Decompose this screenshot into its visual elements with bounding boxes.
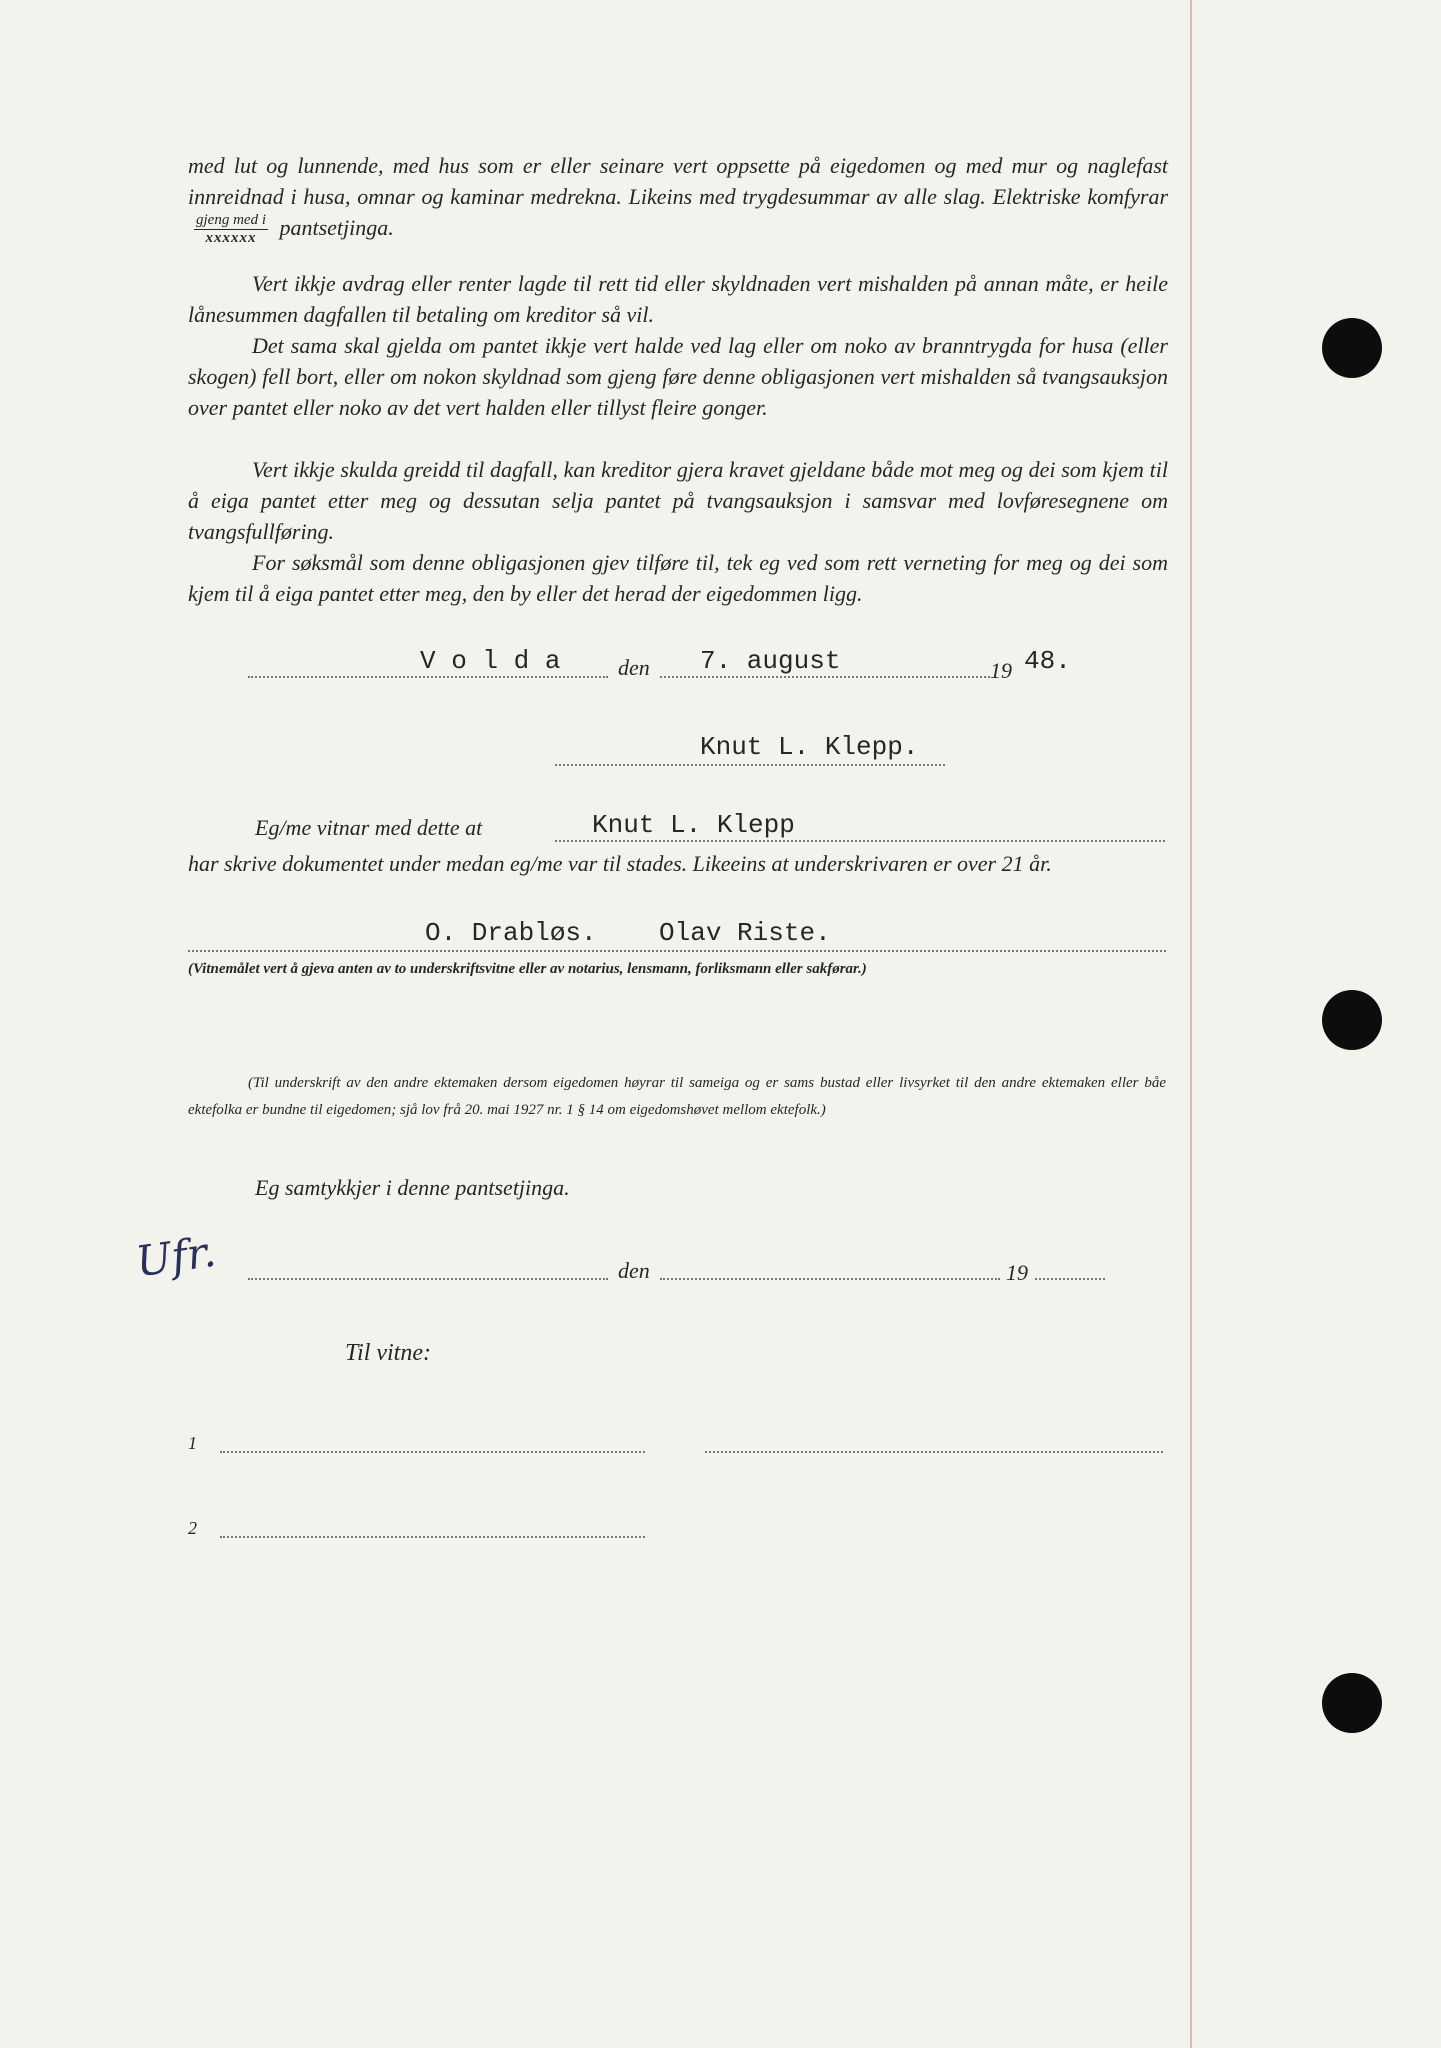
spouse-note: (Til underskrift av den andre ektemaken dersom eigedomen høyrar til sameiga og er sams bustad eller livsyrket til den andre ektemaken eller båe ektefolka er bundne til eigedomen; sjå lov frå 20. mai 1927 nr. 1 § 14 om eigedomshøvet mellom ektefolk.) <box>188 1075 1166 1118</box>
witness-row-1-line-b <box>705 1451 1163 1453</box>
consent-date-dotted-line <box>660 1278 1000 1280</box>
place-value: V o l d a <box>420 646 561 676</box>
paragraph-5 <box>188 547 1168 609</box>
debtor-signature: Knut L. Klepp. <box>700 732 919 762</box>
consent-den-label: den <box>618 1258 650 1283</box>
red-margin-rule <box>1190 0 1192 2048</box>
punch-hole <box>1322 318 1382 378</box>
witness-label: Eg/me vitnar med dette at <box>255 815 483 840</box>
til-vitne-label: Til vitne: <box>345 1340 431 1366</box>
witness-note: (Vitnemålet vert å gjeva anten av to underskriftsvitne eller av notarius, lensmann, forliksmann eller sakførar.) <box>188 961 867 977</box>
consent-text: Eg samtykkjer i denne pantsetjinga. <box>255 1175 570 1200</box>
paragraph-1-end: pantsetjinga. <box>279 215 394 240</box>
signature-dotted-line <box>555 764 945 766</box>
paragraph-4 <box>188 454 1168 547</box>
paragraph-5-text: For søksmål som denne obligasjonen gjev tilføre til, tek eg ved som rett verneting for meg og dei som kjem til å eiga pantet etter meg, den by eller det herad der eigedommen ligg. <box>188 550 1168 606</box>
fraction-numerator: gjeng med i <box>196 212 266 229</box>
consent-year-dotted-line <box>1035 1278 1105 1280</box>
paragraph-4-text: Vert ikkje skulda greidd til dagfall, kan kreditor gjera kravet gjeldane både mot meg og dei som kjem til å eiga pantet etter meg og dessutan selja pantet på tvangsauksjon i samsvar med lovføresegnene om tvangsfullføring. <box>188 457 1168 544</box>
witness-signatures: O. Drabløs. Olav Riste. <box>425 918 831 948</box>
punch-hole <box>1322 1673 1382 1733</box>
punch-hole <box>1322 990 1382 1050</box>
paragraph-3 <box>188 330 1168 423</box>
den-label: den <box>618 655 650 680</box>
witness-row-1-line-a <box>220 1451 645 1453</box>
date-dotted-line <box>660 676 990 678</box>
komfyrar-fraction <box>194 212 268 247</box>
place-dotted-line <box>248 676 608 678</box>
fraction-denominator: xxxxxx <box>205 230 257 247</box>
witness-text: har skrive dokumentet under medan eg/me var til stades. Likeeins at underskrivaren er over 21 år. <box>188 851 1052 876</box>
witness-name-value: Knut L. Klepp <box>592 810 795 840</box>
consent-year-prefix: 19 <box>1006 1260 1028 1285</box>
witness-signatures-dotted-line <box>188 950 1166 952</box>
year-value: 48. <box>1024 646 1071 676</box>
paragraph-1-text: med lut og lunnende, med hus som er eller seinare vert oppsette på eigedomen og med mur og naglefast innreidnad i husa, omnar og kaminar medrekna. Likeins med trygdesummar av alle slag. Elektriske komfyrar <box>188 153 1168 209</box>
consent-place-dotted-line <box>248 1278 608 1280</box>
paragraph-1 <box>188 150 1168 247</box>
witness-row-1-number: 1 <box>188 1433 197 1453</box>
year-prefix: 19 <box>990 658 1012 683</box>
date-value: 7. august <box>700 646 841 676</box>
paragraph-2 <box>188 268 1168 330</box>
paragraph-2-text: Vert ikkje avdrag eller renter lagde til rett tid eller skyldnaden vert mishalden på annan måte, er heile lånesummen dagfallen til betaling om kreditor så vil. <box>188 271 1168 327</box>
witness-name-dotted-line <box>555 840 1165 842</box>
paragraph-3-text: Det sama skal gjelda om pantet ikkje vert halde ved lag eller om noko av branntrygda for husa (eller skogen) fell bort, eller om nokon skyldnad som gjeng føre denne obligasjonen vert mishalden så tvangsauksjon over pantet eller noko av det vert halden eller tillyst fleire gonger. <box>188 333 1168 420</box>
witness-row-2-line <box>220 1536 645 1538</box>
handwritten-initials: Ufr. <box>132 1226 219 1287</box>
witness-row-2-number: 2 <box>188 1518 197 1538</box>
